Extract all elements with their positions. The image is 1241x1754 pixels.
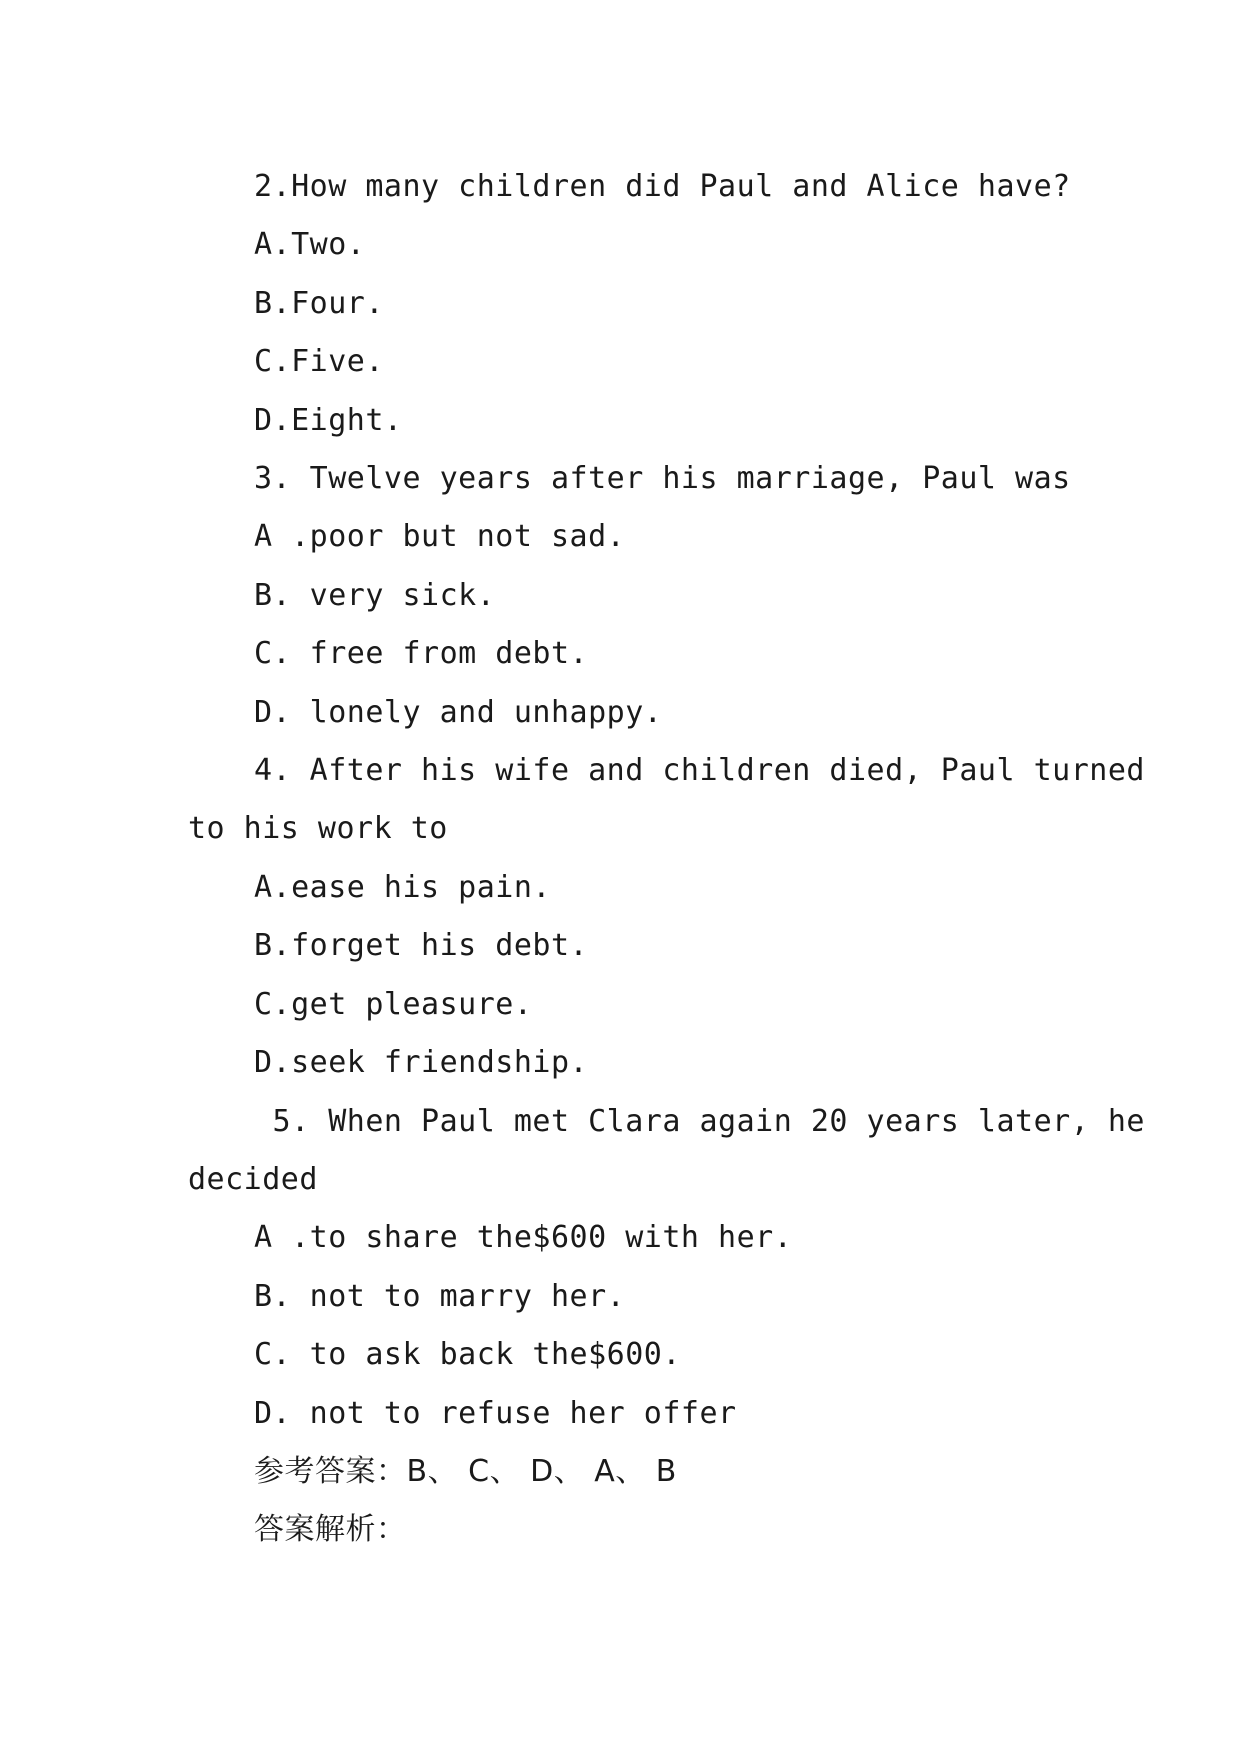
question-5-option-d: D. not to refuse her offer <box>254 1395 737 1431</box>
question-4-option-b: B.forget his debt. <box>254 928 589 964</box>
question-4-option-c: C.get pleasure. <box>254 986 533 1022</box>
question-5-stem-line-2: decided <box>188 1161 318 1197</box>
reference-answers: 参考答案：B、 C、 D、 A、 B <box>254 1453 677 1489</box>
question-5-option-c: C. to ask back the$600. <box>254 1337 681 1373</box>
question-5-stem-line-1: 5. When Paul met Clara again 20 years later, he <box>254 1103 1145 1139</box>
question-5-option-a: A .to share the$600 with her. <box>254 1220 793 1256</box>
question-2-option-d: D.Eight. <box>254 402 403 438</box>
document-content <box>188 158 1145 1560</box>
question-4-stem-line-2: to his work to <box>188 811 448 847</box>
question-2-option-c: C.Five. <box>254 344 384 380</box>
question-4-stem-line-1: 4. After his wife and children died, Paul turned <box>254 753 1145 789</box>
question-2-option-a: A.Two. <box>254 227 366 263</box>
question-2-stem: 2.How many children did Paul and Alice have? <box>254 169 1071 204</box>
question-4-option-d: D.seek friendship. <box>254 1045 589 1081</box>
question-5-option-b: B. not to marry her. <box>254 1278 626 1314</box>
question-4-option-a: A.ease his pain. <box>254 869 551 905</box>
question-3-option-c: C. free from debt. <box>254 636 589 672</box>
answer-analysis-heading: 答案解析： <box>254 1512 407 1548</box>
question-3-stem: 3. Twelve years after his marriage, Paul was <box>254 461 1071 497</box>
question-2-option-b: B.Four. <box>254 285 384 321</box>
question-3-option-d: D. lonely and unhappy. <box>254 694 663 730</box>
question-3-option-b: B. very sick. <box>254 577 496 613</box>
question-3-option-a: A .poor but not sad. <box>254 519 626 555</box>
